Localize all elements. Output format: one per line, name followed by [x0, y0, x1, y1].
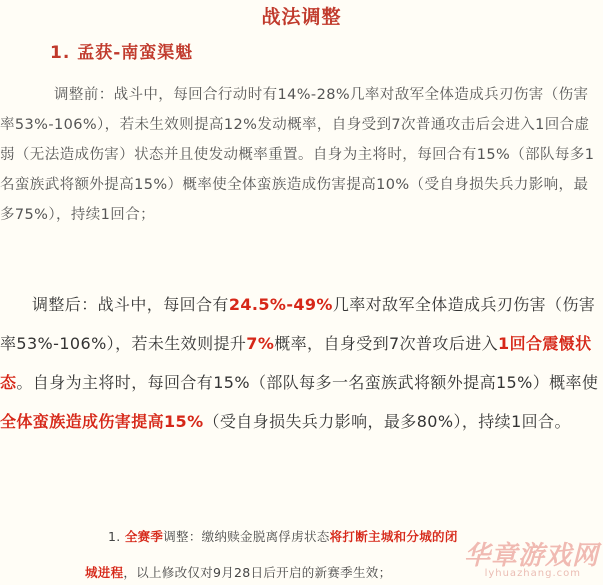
before-label: 调整前：	[54, 87, 114, 103]
after-text-3: 概率，自身受到7次普攻后进入	[274, 334, 499, 353]
footer-prefix: 1.	[108, 529, 125, 544]
footer-note-line-2	[85, 563, 391, 581]
before-text: 战斗中，每回合行动时有14%-28%几率对敌军全体造成兵刃伤害（伤害率53%-106%），若未生效则提高12%发动概率，自身受到7次普通攻击后会进入1回合虚弱（无法造成伤害）状态并且使发动概率重置。自身为主将时，每回合有15%（部队每多1名蛮族武将额外提高15%）概率使全体蛮族造成伤害提高10%（受自身损失兵力影响，最多75%），持续1回合；	[0, 87, 595, 223]
footer-text: 调整：缴纳赎金脱离俘虏状态	[163, 529, 330, 544]
highlight-rate: 24.5%-49%	[228, 295, 333, 314]
watermark-main: 华章游戏网	[463, 541, 599, 571]
footer-season-highlight: 全赛季	[124, 529, 164, 544]
watermark-url: lyhuazhang.com	[484, 568, 581, 579]
before-adjustment-paragraph	[0, 80, 598, 230]
highlight-probability: 7%	[246, 334, 275, 353]
site-watermark-logo	[464, 535, 599, 579]
highlight-status: 1回合震慑状态	[0, 334, 592, 392]
footer-tail: ，以上修改仅对9月28日后开启的新赛季生效；	[123, 565, 392, 580]
footer-note-line-1	[108, 527, 458, 545]
after-text-4: 。自身为主将时，每回合有15%（部队每多一名蛮族武将额外提高15%）概率使	[16, 373, 599, 392]
after-text-1: 战斗中，每回合有	[97, 295, 229, 314]
after-adjustment-paragraph	[0, 285, 600, 441]
after-label: 调整后：	[32, 295, 98, 314]
page-title: 战法调整	[261, 6, 342, 28]
highlight-damage-boost: 全体蛮族造成伤害提高15%	[0, 412, 204, 431]
section-heading: 1. 孟获-南蛮渠魁	[50, 43, 194, 63]
after-text-5: （受自身损失兵力影响，最多80%），持续1回合。	[203, 412, 571, 431]
after-text-2: 几率对敌军全体造成兵刃伤害（伤害率53%-106%），若未生效则提升	[0, 295, 596, 353]
footer-interrupt-highlight-b: 城进程	[85, 565, 124, 580]
footer-interrupt-highlight-a: 将打断主城和分城的闭	[329, 529, 458, 544]
